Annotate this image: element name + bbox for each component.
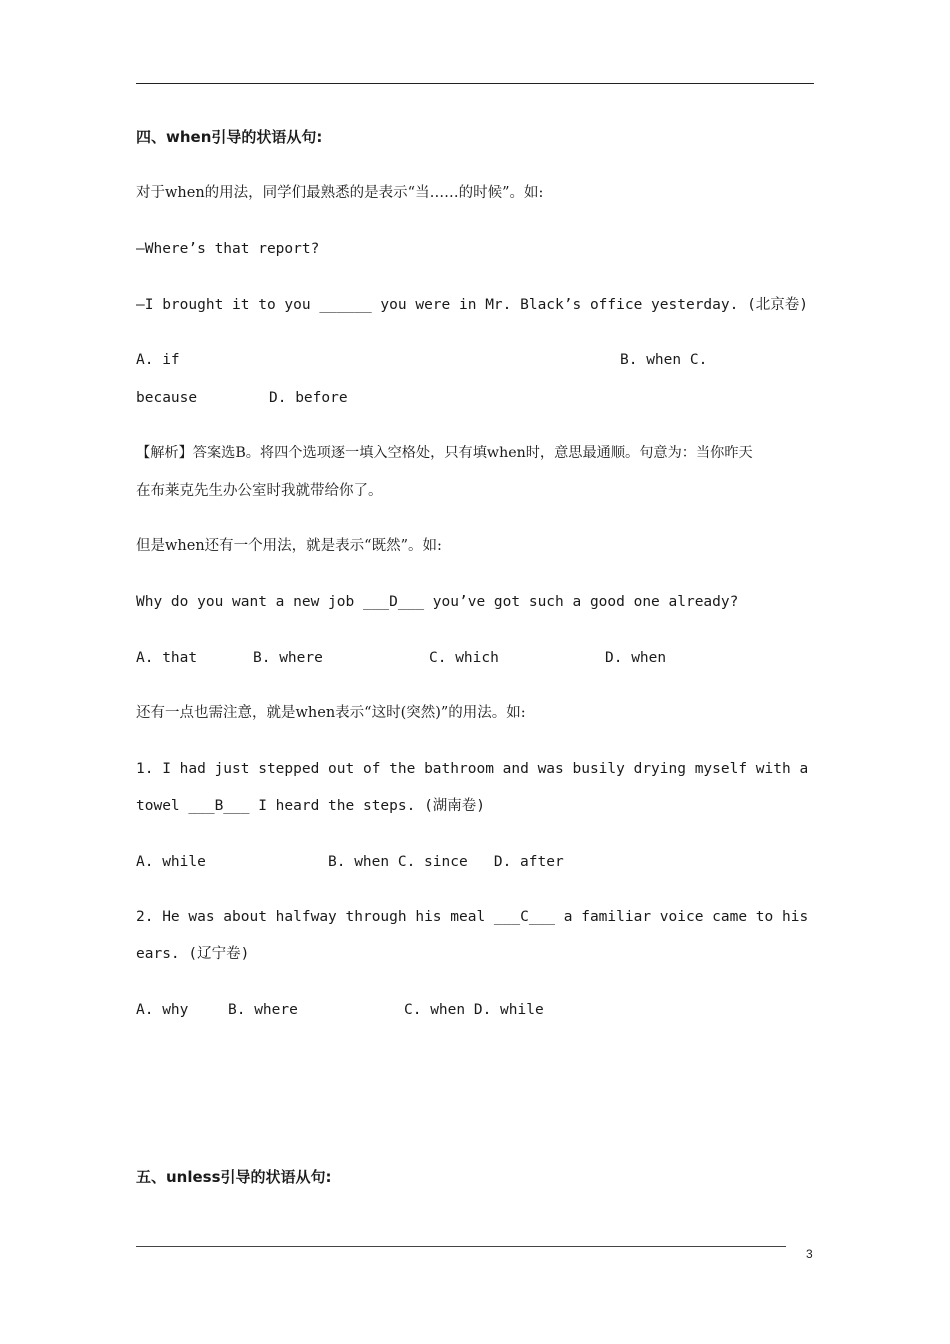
q4-line-2: ears. (辽宁卷): [136, 946, 250, 962]
analysis-line-2: 在布莱克先生办公室时我就带给你了。: [136, 483, 383, 499]
q1-option-d: D. before: [269, 390, 348, 406]
usage-2-intro: 但是when还有一个用法，就是表示“既然”。如:: [136, 538, 442, 554]
dialogue-answer: —I brought it to you ______ you were in Mr. Black’s office yesterday. (北京卷): [136, 297, 809, 313]
q2-option-a: A. that: [136, 650, 198, 666]
q3-line-2: towel ___B___ I heard the steps. (湖南卷): [136, 798, 486, 814]
q1-option-b-c: B. when C.: [620, 352, 708, 368]
section-4-heading: 四、when引导的状语从句:: [136, 128, 323, 146]
q4-option-c-d: C. when D. while: [404, 1002, 544, 1018]
q3-option-b-c-d: B. when C. since D. after: [328, 854, 564, 870]
footer-rule: [136, 1246, 786, 1247]
q1-option-c-text: because: [136, 390, 198, 406]
section-5-heading: 五、unless引导的状语从句:: [136, 1168, 332, 1186]
q2-option-c: C. which: [429, 650, 499, 666]
q4-line-1: 2. He was about halfway through his meal ___C___ a familiar voice came to his: [136, 909, 809, 925]
dialogue-question: —Where’s that report?: [136, 241, 320, 257]
header-rule: [136, 83, 814, 84]
page-number: 3: [806, 1247, 813, 1261]
analysis-line-1: 【解析】答案选B。将四个选项逐一填入空格处，只有填when时，意思最通顺。句意为：当你昨天: [136, 445, 753, 461]
q3-option-a: A. while: [136, 854, 206, 870]
usage-3-intro: 还有一点也需注意，就是when表示“这时(突然)”的用法。如:: [136, 705, 526, 721]
q4-option-b: B. where: [228, 1002, 298, 1018]
q3-line-1: 1. I had just stepped out of the bathroom and was busily drying myself with a: [136, 761, 809, 777]
q2-option-d: D. when: [605, 650, 667, 666]
q2-option-b: B. where: [253, 650, 323, 666]
q4-option-a: A. why: [136, 1002, 189, 1018]
when-intro-text: 对于when的用法，同学们最熟悉的是表示“当……的时候”。如:: [136, 185, 544, 201]
q2-text: Why do you want a new job ___D___ you’ve got such a good one already?: [136, 594, 739, 610]
q1-option-a: A. if: [136, 352, 180, 368]
